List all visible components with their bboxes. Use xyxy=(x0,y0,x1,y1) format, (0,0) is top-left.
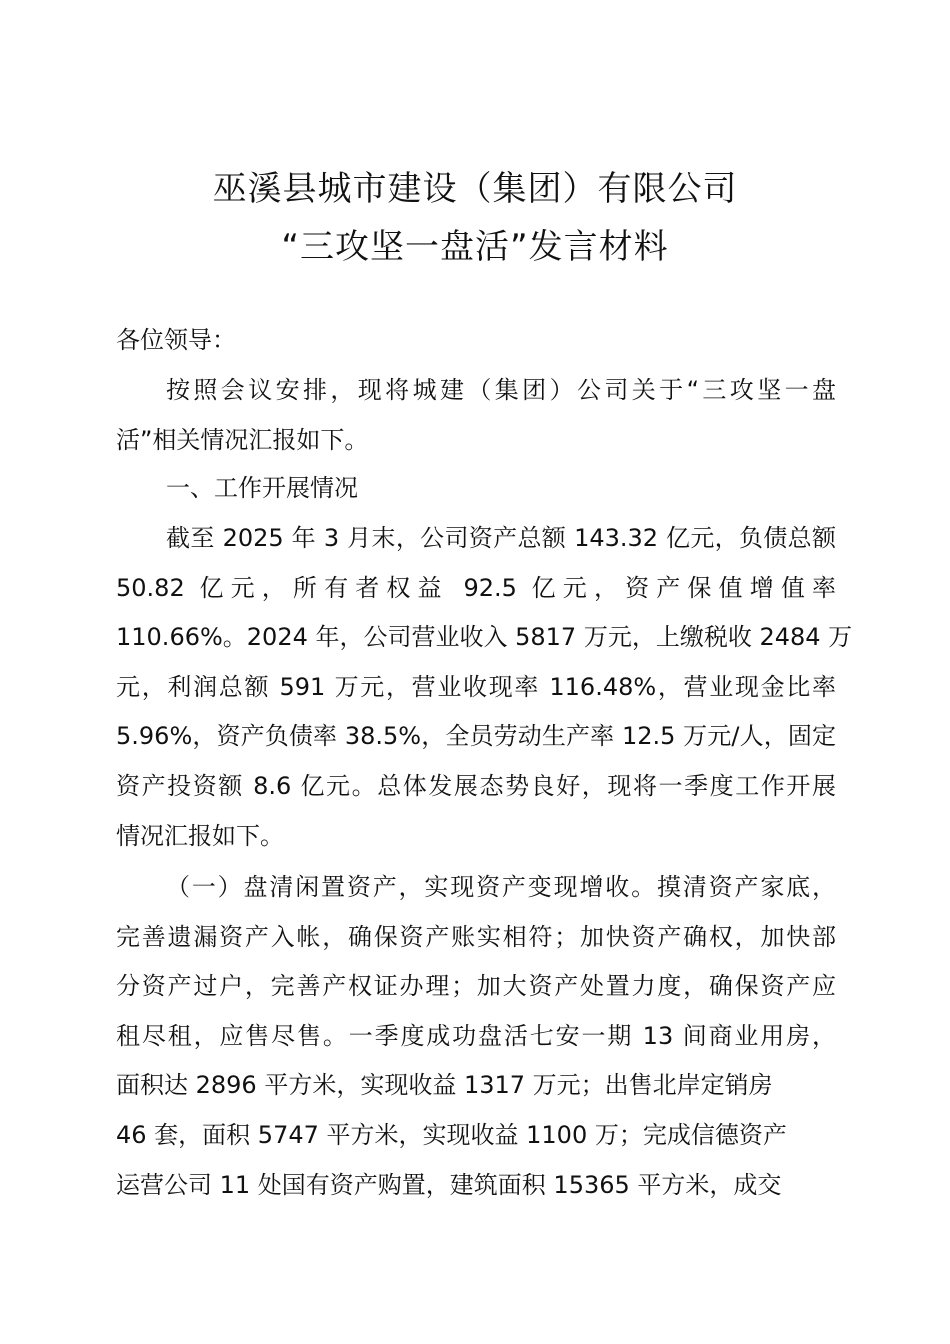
paragraph-asset-disposal xyxy=(116,863,836,1210)
paragraph-line: 面积达 2896 平方米，实现收益 1317 万元；出售北岸定销房 xyxy=(116,1071,773,1100)
document-title xyxy=(0,160,950,276)
title-line-2: “三攻坚一盘活”发言材料 xyxy=(281,227,669,267)
paragraph-line: 46 套，面积 5747 平方米，实现收益 1100 万；完成信德资产 xyxy=(116,1120,787,1149)
paragraph-line: 元，利润总额 591 万元，营业收现率 116.48%，营业现金比率 xyxy=(116,672,836,701)
title-line-1: 巫溪县城市建设（集团）有限公司 xyxy=(212,169,738,209)
paragraph-line: 50.82 亿元，所有者权益 92.5 亿元，资产保值增值率 xyxy=(116,573,836,602)
salutation: 各位领导： xyxy=(116,326,236,354)
paragraph-line: 分资产过户，完善产权证办理；加大资产处置力度，确保资产应 xyxy=(116,972,836,1001)
paragraph-line: 截至 2025 年 3 月末，公司资产总额 143.32 亿元，负债总额 xyxy=(166,524,836,552)
paragraph-line: （一）盘清闲置资产，实现资产变现增收。摸清资产家底， xyxy=(166,873,836,901)
paragraph-intro xyxy=(116,366,836,465)
paragraph-line: 按照会议安排，现将城建（集团）公司关于“三攻坚一盘 xyxy=(166,376,836,404)
section-heading-text: 一、工作开展情况 xyxy=(166,474,358,502)
paragraph-line: 5.96%，资产负债率 38.5%，全员劳动生产率 12.5 万元/人，固定 xyxy=(116,722,836,751)
paragraph-line: 110.66%。2024 年，公司营业收入 5817 万元，上缴税收 2484 万 xyxy=(116,623,853,652)
paragraph-line: 运营公司 11 处国有资产购置，建筑面积 15365 平方米，成交 xyxy=(116,1170,782,1199)
paragraph-line: 资产投资额 8.6 亿元。总体发展态势良好，现将一季度工作开展 xyxy=(116,771,836,800)
paragraph-line: 租尽租，应售尽售。一季度成功盘活七安一期 13 间商业用房， xyxy=(116,1021,836,1050)
paragraph-line: 完善遗漏资产入帐，确保资产账实相符；加快资产确权，加快部 xyxy=(116,922,836,951)
paragraph-line: 活”相关情况汇报如下。 xyxy=(116,425,369,454)
paragraph-line: 情况汇报如下。 xyxy=(116,821,284,850)
section-heading xyxy=(116,464,836,514)
paragraph-financials xyxy=(116,514,853,861)
